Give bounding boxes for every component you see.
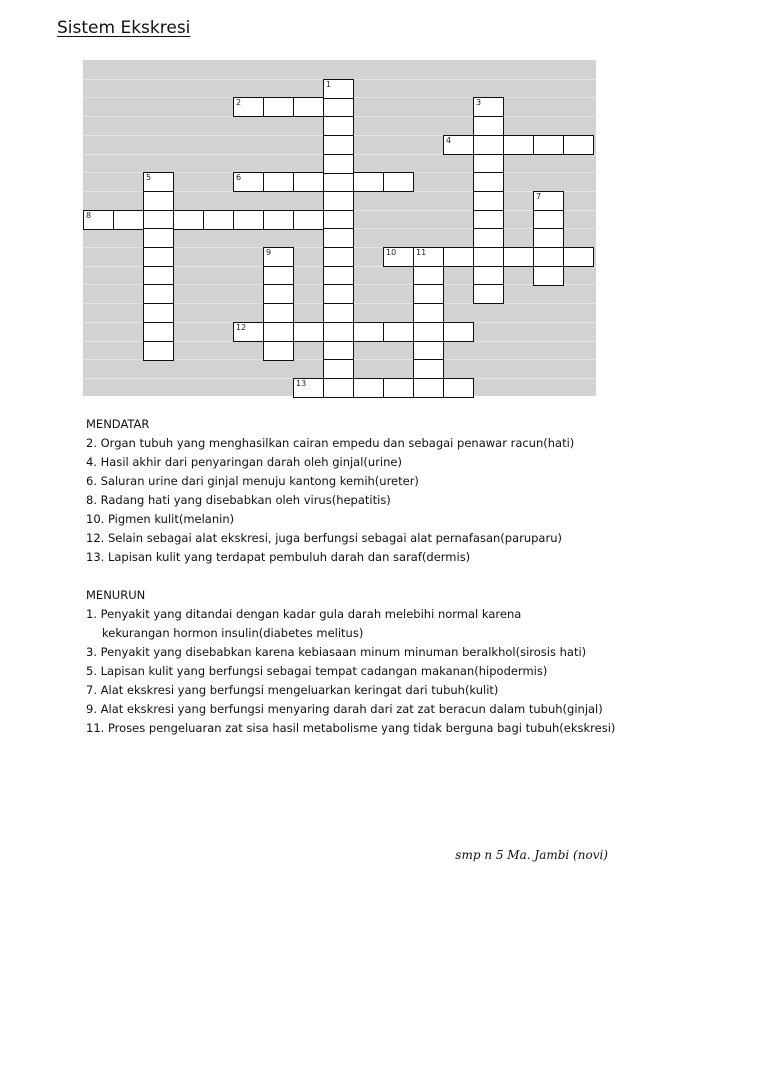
crossword-cell[interactable] [293,210,324,230]
crossword-cell[interactable] [413,378,444,398]
crossword-grid [83,60,596,396]
menurun-clue: 1. Penyakit yang ditandai dengan kadar gula darah melebihi normal karena [86,607,522,621]
crossword-cell[interactable] [143,284,174,304]
crossword-cell[interactable] [323,247,354,267]
crossword-cell[interactable] [533,247,564,267]
crossword-cell[interactable] [533,210,564,230]
crossword-cell[interactable] [143,322,174,342]
crossword-cell[interactable] [323,116,354,136]
menurun-clue: 11. Proses pengeluaran zat sisa hasil metabolisme yang tidak berguna bagi tubuh(ekskresi) [86,721,616,735]
mendatar-heading: MENDATAR [86,417,150,431]
crossword-cell[interactable] [503,135,534,155]
crossword-cell[interactable] [323,191,354,211]
crossword-cell[interactable] [413,266,444,286]
crossword-cell[interactable] [473,266,504,286]
crossword-cell[interactable] [323,378,354,398]
crossword-cell[interactable] [323,135,354,155]
crossword-cell[interactable] [203,210,234,230]
crossword-cell[interactable] [263,210,294,230]
crossword-cell[interactable] [323,341,354,361]
mendatar-clue: 10. Pigmen kulit(melanin) [86,512,235,526]
crossword-cell[interactable] [473,284,504,304]
crossword-cell[interactable] [413,359,444,379]
crossword-cell[interactable] [383,322,414,342]
crossword-cell[interactable] [413,341,444,361]
crossword-cell[interactable] [443,322,474,342]
crossword-cell[interactable] [263,341,294,361]
crossword-cell[interactable] [323,359,354,379]
crossword-cell[interactable] [113,210,144,230]
page-title: Sistem Ekskresi [57,18,191,38]
crossword-cell[interactable] [263,172,294,192]
crossword-cell[interactable] [293,378,324,398]
crossword-cell[interactable] [233,322,264,342]
mendatar-clue: 4. Hasil akhir dari penyaringan darah oleh ginjal(urine) [86,455,402,469]
clue-number: 9 [266,248,272,257]
mendatar-clue: 13. Lapisan kulit yang terdapat pembuluh darah dan saraf(dermis) [86,550,471,564]
crossword-cell[interactable] [383,172,414,192]
crossword-cell[interactable] [563,135,594,155]
crossword-cell[interactable] [143,341,174,361]
crossword-cell[interactable] [323,322,354,342]
clue-number: 4 [446,136,452,145]
clue-list [86,415,646,738]
crossword-cell[interactable] [263,247,294,267]
crossword-cell[interactable] [413,303,444,323]
clue-number: 6 [236,173,242,182]
menurun-clue: 3. Penyakit yang disebabkan karena kebiasaan minum minuman beralkhol(sirosis hati) [86,645,587,659]
crossword-cell[interactable] [533,266,564,286]
crossword-cell[interactable] [263,322,294,342]
menurun-heading: MENURUN [86,588,146,602]
crossword-cell[interactable] [383,247,414,267]
crossword-cell[interactable] [143,191,174,211]
crossword-cell[interactable] [473,97,504,117]
menurun-clue: 5. Lapisan kulit yang berfungsi sebagai tempat cadangan makanan(hipodermis) [86,664,548,678]
crossword-cell[interactable] [263,284,294,304]
crossword-cell[interactable] [323,154,354,174]
crossword-cell[interactable] [473,154,504,174]
clue-number: 13 [296,379,307,388]
clue-number: 3 [476,98,482,107]
clue-number: 10 [386,248,397,257]
crossword-cell[interactable] [563,247,594,267]
crossword-cell[interactable] [323,210,354,230]
crossword-cell[interactable] [443,378,474,398]
signature: smp n 5 Ma. Jambi (novi) [455,848,608,862]
crossword-cell[interactable] [383,378,414,398]
clue-number: 5 [146,173,152,182]
crossword-cell[interactable] [83,210,114,230]
mendatar-clue: 12. Selain sebagai alat ekskresi, juga berfungsi sebagai alat pernafasan(paruparu) [86,531,562,545]
menurun-clue: kekurangan hormon insulin(diabetes melitus) [102,626,364,640]
crossword-cell[interactable] [533,135,564,155]
crossword-cell[interactable] [473,135,504,155]
crossword-cell[interactable] [233,210,264,230]
mendatar-clue: 8. Radang hati yang disebabkan oleh virus(hepatitis) [86,493,391,507]
crossword-cell[interactable] [263,266,294,286]
crossword-cell[interactable] [443,135,474,155]
crossword-cell[interactable] [323,303,354,323]
crossword-cell[interactable] [263,97,294,117]
clue-number: 12 [236,323,247,332]
crossword-cell[interactable] [323,284,354,304]
crossword-cell[interactable] [143,303,174,323]
clue-number: 7 [536,192,542,201]
crossword-cell[interactable] [323,228,354,248]
crossword-cell[interactable] [233,97,264,117]
crossword-cell[interactable] [473,247,504,267]
crossword-cell[interactable] [323,172,354,192]
crossword-cell[interactable] [143,247,174,267]
crossword-cell[interactable] [413,284,444,304]
crossword-cell[interactable] [473,116,504,136]
crossword-cell[interactable] [533,228,564,248]
crossword-cell[interactable] [143,266,174,286]
crossword-cell[interactable] [473,191,504,211]
crossword-cell[interactable] [413,247,444,267]
crossword-cell[interactable] [473,210,504,230]
crossword-cell[interactable] [293,172,324,192]
crossword-cell[interactable] [323,97,354,117]
crossword-cell[interactable] [293,97,324,117]
clue-number: 11 [416,248,427,257]
crossword-cell[interactable] [503,247,534,267]
crossword-cell[interactable] [533,191,564,211]
mendatar-clue: 6. Saluran urine dari ginjal menuju kantong kemih(ureter) [86,474,419,488]
crossword-cell[interactable] [353,322,384,342]
crossword-cell[interactable] [413,322,444,342]
crossword-cell[interactable] [323,79,354,99]
crossword-cell[interactable] [293,322,324,342]
mendatar-clue: 2. Organ tubuh yang menghasilkan cairan empedu dan sebagai penawar racun(hati) [86,436,575,450]
clue-number: 2 [236,98,242,107]
menurun-clue: 9. Alat ekskresi yang berfungsi menyaring darah dari zat zat beracun dalam tubuh(ginjal) [86,702,603,716]
crossword-cell[interactable] [443,247,474,267]
crossword-cell[interactable] [143,210,174,230]
crossword-cell[interactable] [353,172,384,192]
crossword-cell[interactable] [353,378,384,398]
crossword-cell[interactable] [143,172,174,192]
crossword-cell[interactable] [473,172,504,192]
crossword-cell[interactable] [173,210,204,230]
clue-number: 1 [326,80,332,89]
clue-number: 8 [86,211,92,220]
crossword-cell[interactable] [233,172,264,192]
crossword-cell[interactable] [323,266,354,286]
crossword-cell[interactable] [143,228,174,248]
menurun-clue: 7. Alat ekskresi yang berfungsi mengeluarkan keringat dari tubuh(kulit) [86,683,499,697]
crossword-cell[interactable] [263,303,294,323]
crossword-cell[interactable] [473,228,504,248]
